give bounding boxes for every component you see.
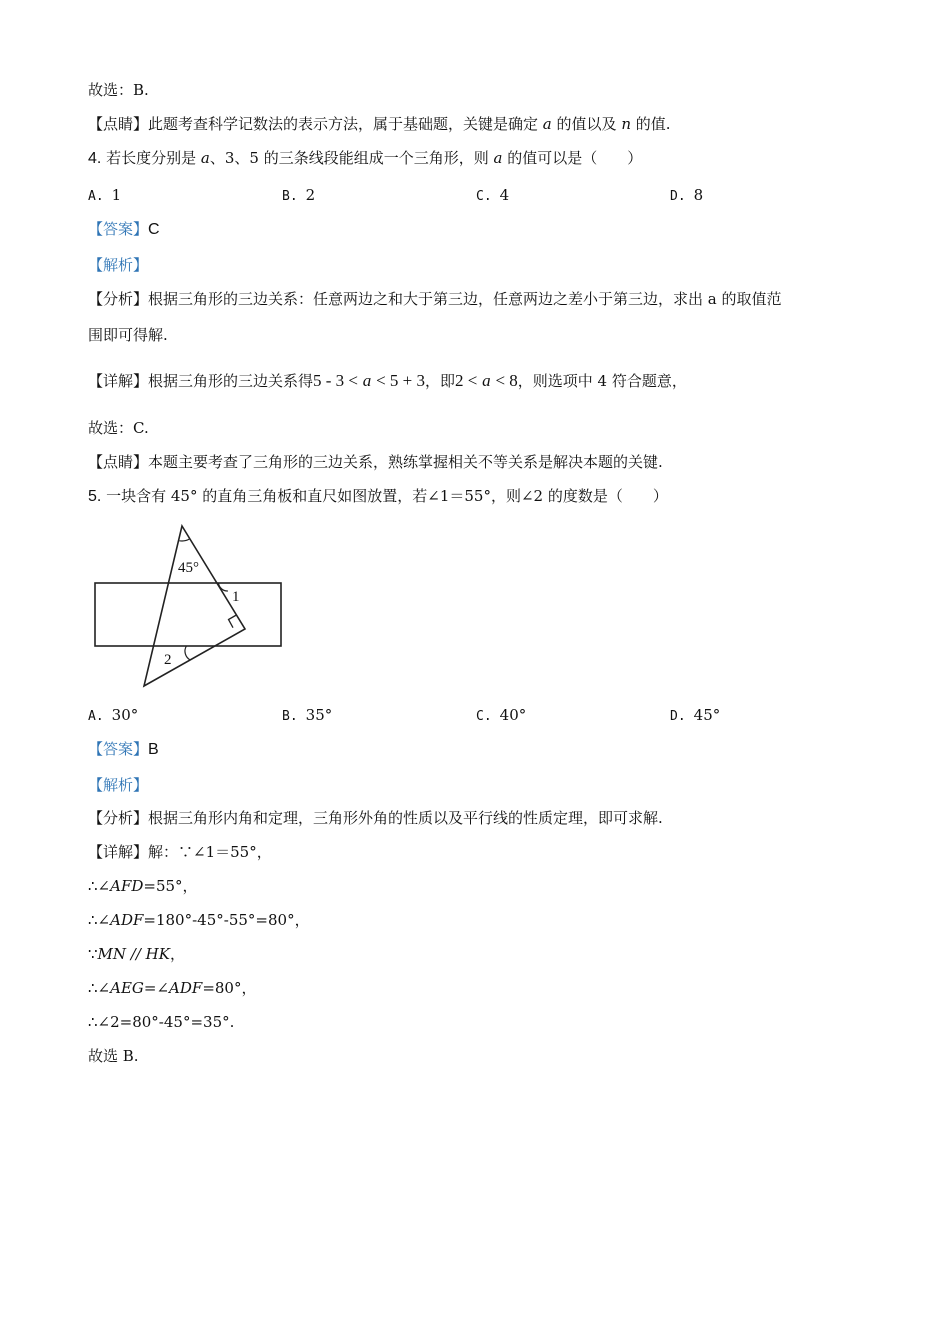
option-value: 45° xyxy=(693,706,721,724)
q5-option-b xyxy=(282,705,332,727)
q4-option-a xyxy=(88,185,121,207)
ruler-rect xyxy=(95,583,281,646)
step-3 xyxy=(88,944,185,964)
q4-option-d xyxy=(670,185,703,207)
choice-text: 故选：C. xyxy=(88,419,149,437)
detail-text: ，则选项中 4 符合题意， xyxy=(517,372,687,390)
q4-remark xyxy=(88,452,663,472)
step-text: ， xyxy=(169,945,185,963)
option-value: 8 xyxy=(693,186,704,204)
analysis-text: 【分析】根据三角形的三边关系：任意两边之和大于第三边，任意两边之差小于第三边，求出 a 的取值范 xyxy=(88,290,782,308)
q5-answer xyxy=(88,739,159,760)
detail-text: ，即 xyxy=(425,372,456,390)
remark-text: 的值以及 xyxy=(556,115,617,133)
answer-value: B xyxy=(148,741,159,758)
var-a: a xyxy=(362,371,372,390)
option-label: D. xyxy=(670,709,686,724)
angle-1-arc xyxy=(219,583,228,591)
answer-tag: 【答案】 xyxy=(88,740,149,758)
option-value: 1 xyxy=(111,186,122,204)
step-text: =55°， xyxy=(143,877,198,895)
q4-option-b xyxy=(282,185,315,207)
remark-text: 的值. xyxy=(635,115,671,133)
answer-value: C xyxy=(148,221,160,238)
q5-detail xyxy=(88,842,272,862)
option-label: C. xyxy=(476,189,492,204)
option-value: 30° xyxy=(111,706,139,724)
step-4 xyxy=(88,978,256,998)
step-text: =∠ xyxy=(143,979,170,997)
q5-analysis-tag xyxy=(88,775,148,795)
angle-2-label: 2 xyxy=(164,652,172,668)
q5-fenxi xyxy=(88,808,663,828)
q4-detail xyxy=(88,371,687,391)
math-expr: < 8 xyxy=(495,371,518,390)
question-text: 若长度分别是 xyxy=(106,149,197,167)
remark-line xyxy=(88,114,671,134)
q5-option-d xyxy=(670,705,720,727)
q4-conclusion xyxy=(88,418,149,438)
var-n: n xyxy=(621,115,631,133)
q4-answer xyxy=(88,219,160,240)
step-text: =80°， xyxy=(202,979,257,997)
analysis-text: 【分析】根据三角形内角和定理，三角形外角的性质以及平行线的性质定理，即可求解. xyxy=(88,809,663,827)
option-label: A. xyxy=(88,709,104,724)
question-text: 、3、5 的三条线段能组成一个三角形，则 xyxy=(209,149,489,167)
step-1 xyxy=(88,876,198,896)
angle-name: ADF xyxy=(169,979,203,997)
question-text: 一块含有 45° 的直角三角板和直尺如图放置，若∠1＝55°，则∠2 的度数是（ ） xyxy=(106,487,668,505)
angle-name: ADF xyxy=(110,911,144,929)
text-line xyxy=(88,80,149,100)
angle-1-label: 1 xyxy=(232,589,240,605)
set-square-triangle xyxy=(144,526,245,686)
step-text: ∴∠ xyxy=(88,877,111,895)
option-label: C. xyxy=(476,709,492,724)
question-5 xyxy=(88,486,668,507)
angle-name: AFD xyxy=(110,877,144,895)
option-value: 40° xyxy=(499,706,527,724)
step-text: ∵ xyxy=(88,945,98,963)
analysis-text: 围即可得解. xyxy=(88,326,168,344)
q4-analysis-tag xyxy=(88,255,148,275)
var-a: a xyxy=(493,149,503,167)
question-4 xyxy=(88,148,642,169)
option-label: D. xyxy=(670,189,686,204)
analysis-tag: 【解析】 xyxy=(88,256,149,274)
math-expr: 5 - 3 < xyxy=(313,371,359,390)
remark-text: 【点睛】本题主要考查了三角形的三边关系，熟练掌握相关不等关系是解决本题的关键. xyxy=(88,453,663,471)
option-label: B. xyxy=(282,709,298,724)
triangle-ruler-figure xyxy=(90,522,290,692)
var-a: a xyxy=(542,115,552,133)
angle-45-arc xyxy=(179,539,189,541)
q4-fenxi-line2 xyxy=(88,325,168,345)
step-5 xyxy=(88,1012,234,1032)
option-value: 2 xyxy=(305,186,316,204)
question-number: 4. xyxy=(88,150,102,167)
choice-text: 故选：B. xyxy=(88,81,149,99)
option-label: B. xyxy=(282,189,298,204)
step-text: =180°-45°-55°=80°， xyxy=(143,911,310,929)
q5-option-c xyxy=(476,705,526,727)
angle-45-label: 45° xyxy=(178,560,199,576)
angle-2-arc xyxy=(185,646,190,660)
option-label: A. xyxy=(88,189,104,204)
var-a: a xyxy=(200,149,210,167)
option-value: 4 xyxy=(499,186,510,204)
right-angle-mark xyxy=(229,615,237,628)
step-text: ∴∠2=80°-45°=35°. xyxy=(88,1013,235,1031)
answer-tag: 【答案】 xyxy=(88,220,149,238)
question-number: 5. xyxy=(88,488,102,505)
math-expr: 2 < xyxy=(455,371,478,390)
line-names: MN // HK xyxy=(97,945,170,963)
detail-text: 【详解】解：∵∠1＝55°， xyxy=(88,843,272,861)
q4-fenxi-line1 xyxy=(88,289,781,309)
option-value: 35° xyxy=(305,706,333,724)
choice-text: 故选 B. xyxy=(88,1047,139,1065)
math-expr: < 5 + 3 xyxy=(376,371,426,390)
remark-text: 【点睛】此题考查科学记数法的表示方法，属于基础题，关键是确定 xyxy=(88,115,539,133)
step-2 xyxy=(88,910,310,930)
q5-conclusion xyxy=(88,1046,139,1066)
q4-option-c xyxy=(476,185,509,207)
var-a: a xyxy=(482,371,491,390)
angle-name: AEG xyxy=(110,979,144,997)
step-text: ∴∠ xyxy=(88,979,111,997)
step-text: ∴∠ xyxy=(88,911,111,929)
q5-option-a xyxy=(88,705,138,727)
analysis-tag: 【解析】 xyxy=(88,776,149,794)
question-text: 的值可以是（ ） xyxy=(507,149,643,167)
detail-text: 【详解】根据三角形的三边关系得 xyxy=(88,372,314,390)
